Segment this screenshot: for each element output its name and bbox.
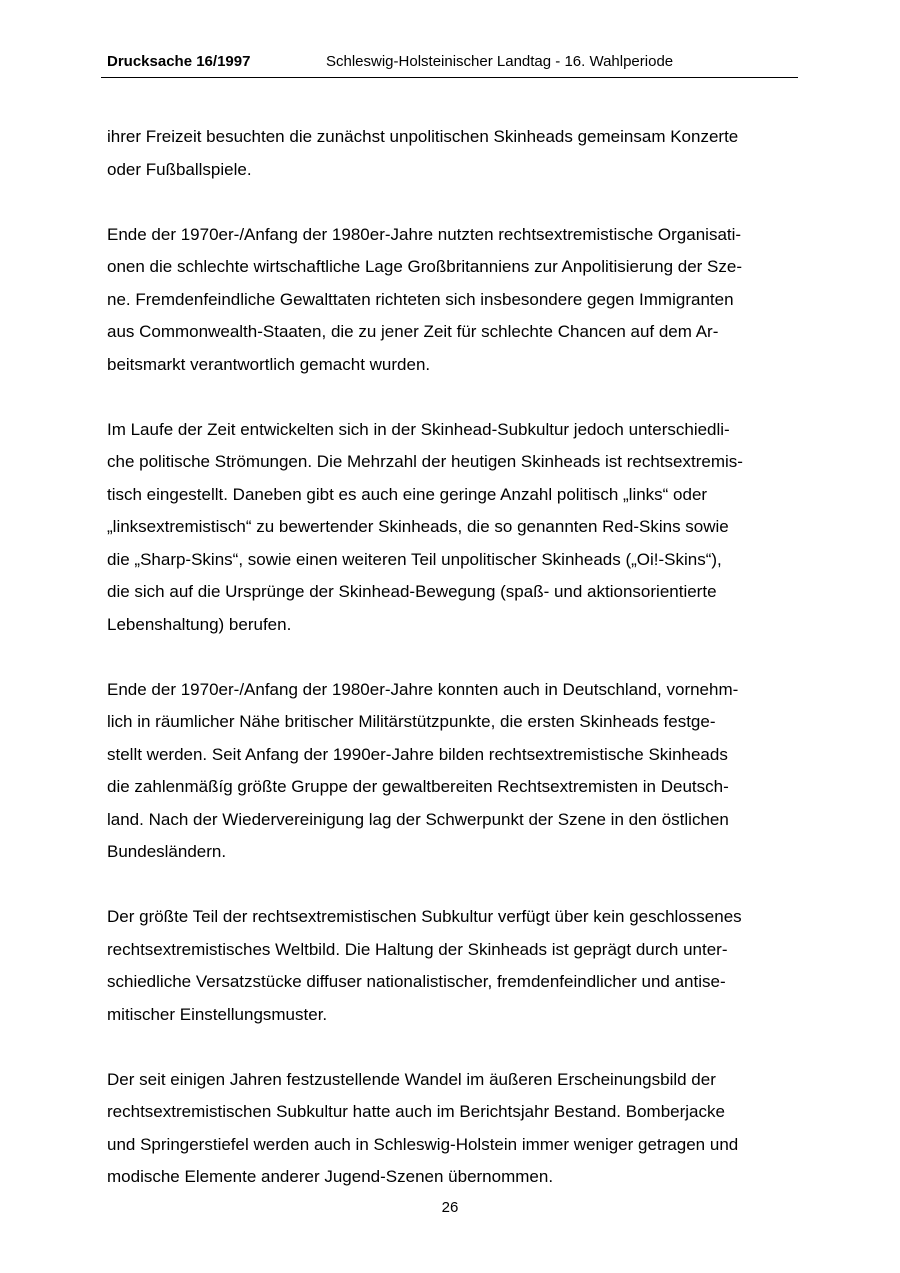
text-line: Ende der 1970er-/Anfang der 1980er-Jahre nutzten rechtsextremistische Organisati- xyxy=(107,224,742,244)
page-number: 26 xyxy=(441,1199,459,1216)
text-line: oder Fußballspiele. xyxy=(107,159,252,179)
text-line: tisch eingestellt. Daneben gibt es auch eine geringe Anzahl politisch „links“ oder xyxy=(107,484,708,504)
document-title: Schleswig-Holsteinischer Landtag - 16. Wahlperiode xyxy=(326,53,674,70)
text-line: che politische Strömungen. Die Mehrzahl der heutigen Skinheads ist rechtsextremis- xyxy=(107,452,743,471)
text-line: stellt werden. Seit Anfang der 1990er-Jahre bilden rechtsextremistische Skinheads xyxy=(107,744,728,764)
text-line: land. Nach der Wiedervereinigung lag der Schwerpunkt der Szene in den östlichen xyxy=(107,809,729,829)
body-text xyxy=(107,121,807,1226)
text-line: rechtsextremistisches Weltbild. Die Haltung der Skinheads ist geprägt durch unter- xyxy=(107,939,728,959)
text-line: aus Commonwealth-Staaten, die zu jener Zeit für schlechte Chancen auf dem Ar- xyxy=(107,322,719,341)
paragraph xyxy=(107,901,807,1031)
page-header xyxy=(101,50,798,78)
text-line: Der seit einigen Jahren festzustellende Wandel im äußeren Erscheinungsbild der xyxy=(107,1069,716,1089)
text-line: mitischer Einstellungsmuster. xyxy=(107,1004,328,1024)
text-line: „linksextremistisch“ zu bewertender Skinheads, die so genannten Red-Skins sowie xyxy=(107,517,729,536)
text-line: modische Elemente anderer Jugend-Szenen übernommen. xyxy=(107,1167,554,1186)
text-line: die „Sharp-Skins“, sowie einen weiteren Teil unpolitischer Skinheads („Oi!-Skins“), xyxy=(107,549,722,569)
text-line: lich in räumlicher Nähe britischer Militärstützpunkte, die ersten Skinheads festge- xyxy=(107,712,716,731)
text-line: ihrer Freizeit besuchten die zunächst unpolitischen Skinheads gemeinsam Konzerte xyxy=(107,127,739,146)
text-line: rechtsextremistischen Subkultur hatte auch im Berichtsjahr Bestand. Bomberjacke xyxy=(107,1102,725,1121)
text-line: Der größte Teil der rechtsextremistischen Subkultur verfügt über kein geschlossenes xyxy=(107,907,742,926)
text-line: schiedliche Versatzstücke diffuser nationalistischer, fremdenfeindlicher und antise- xyxy=(107,972,726,991)
text-line: und Springerstiefel werden auch in Schleswig-Holstein immer weniger getragen und xyxy=(107,1134,739,1154)
text-line: die sich auf die Ursprünge der Skinhead-Bewegung (spaß- und aktionsorientierte xyxy=(107,582,717,601)
text-line: Lebenshaltung) berufen. xyxy=(107,614,292,634)
paragraph xyxy=(107,674,807,869)
document-number: Drucksache 16/1997 xyxy=(107,53,251,70)
text-line: ne. Fremdenfeindliche Gewalttaten richteten sich insbesondere gegen Immigranten xyxy=(107,289,734,309)
text-line: Im Laufe der Zeit entwickelten sich in der Skinhead-Subkultur jedoch unterschiedli- xyxy=(107,419,730,439)
text-line: Bundesländern. xyxy=(107,842,227,861)
text-line: die zahlenmäßíg größte Gruppe der gewaltbereiten Rechtsextremisten in Deutsch- xyxy=(107,777,729,796)
text-line: Ende der 1970er-/Anfang der 1980er-Jahre konnten auch in Deutschland, vornehm- xyxy=(107,679,739,699)
paragraph xyxy=(107,121,807,186)
paragraph xyxy=(107,219,807,382)
text-line: onen die schlechte wirtschaftliche Lage Großbritanniens zur Anpolitisierung der Sze- xyxy=(107,257,743,276)
paragraph xyxy=(107,414,807,642)
text-line: beitsmarkt verantwortlich gemacht wurden. xyxy=(107,354,431,374)
paragraph xyxy=(107,1064,807,1194)
